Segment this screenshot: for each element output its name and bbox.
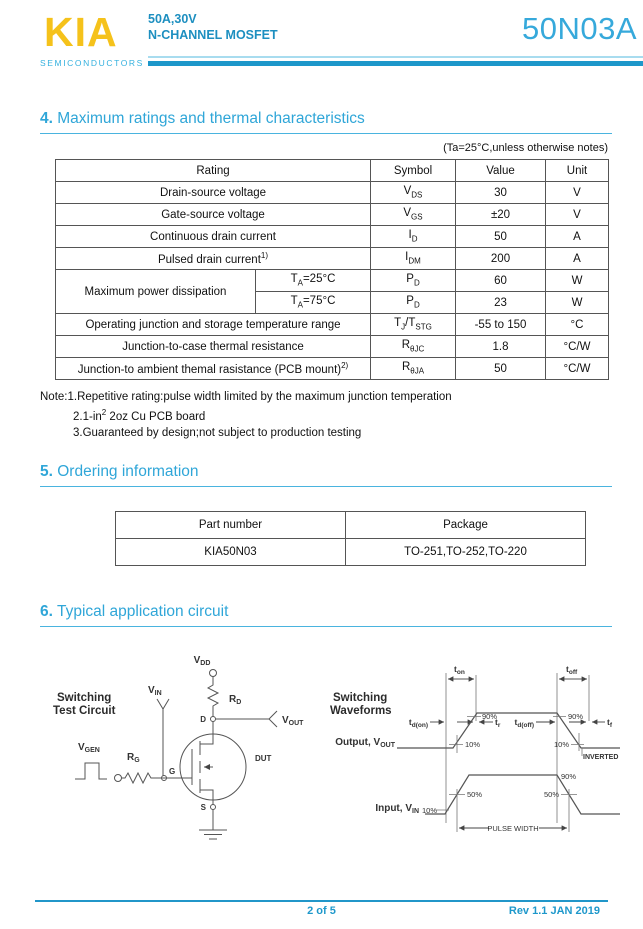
drain-node	[211, 717, 216, 722]
t-on-label: $t_{on}$	[454, 664, 465, 676]
section4-title: Maximum ratings and thermal characteristics	[57, 110, 365, 127]
waveforms-title-line2: Waveforms	[330, 705, 392, 717]
table-row: Maximum power dissipation $T_A=25^\circ C$ $P_D$ 60 W	[56, 270, 609, 292]
condition-note: (Ta=25°C,unless otherwise notes)	[443, 142, 608, 154]
table-row: Junction-to-case thermal resistance $R_{\theta JC}$ 1.8 °C/W	[56, 336, 609, 358]
table-row: $T_A=75^\circ C$ $P_D$ 23 W	[56, 292, 609, 314]
test-circuit-title-line2: Test Circuit	[53, 705, 116, 717]
table-row: Continuous drain current $I_D$ 50 A	[56, 226, 609, 248]
rg-label: $R_G$	[127, 752, 140, 764]
waveforms-title-line1: Switching	[333, 692, 388, 704]
note-line-2: $2.1-in^2$ 2oz Cu PCB board	[73, 408, 206, 423]
vgen-label: $V_{GEN}$	[78, 742, 100, 754]
col-symbol: Symbol	[371, 160, 456, 182]
note-line-1: Note:1.Repetitive rating:pulse width limited by the maximum junction temperation	[40, 391, 452, 403]
rd-resistor	[208, 677, 218, 717]
brand-logo-subtext: SEMICONDUCTORS	[40, 58, 144, 68]
header-rule-light	[148, 56, 643, 58]
input-rise-50-label: 50%	[467, 790, 483, 799]
col-unit: Unit	[546, 160, 609, 182]
col-package: Package	[346, 512, 586, 539]
col-value: Value	[456, 160, 546, 182]
input-fall-90-label: 90%	[561, 772, 577, 781]
output-rise-10-label: 10%	[465, 740, 481, 749]
table-row: Pulsed drain current$^{1)}$ $I_{DM}$ 200 A	[56, 248, 609, 270]
t-off-label: $t_{off}$	[566, 664, 578, 676]
t-f-label: $t_f$	[607, 717, 613, 729]
ratings-header-row	[56, 160, 609, 182]
source-terminal-label: S	[200, 803, 206, 812]
ordering-header-row	[116, 512, 586, 539]
gate-terminal-label: G	[169, 767, 176, 776]
table-row: Operating junction and storage temperature range $T_J/T_{STG}$ -55 to 150 °C	[56, 314, 609, 336]
device-rating-line: 50A,30V	[148, 12, 197, 26]
section5-title: Ordering information	[57, 463, 199, 480]
mosfet-symbol	[180, 733, 246, 800]
application-circuit-figure	[45, 645, 620, 885]
part-number-title: 50N03A	[521, 11, 637, 46]
input-10-label: 10%	[422, 806, 438, 815]
col-part-number: Part number	[116, 512, 346, 539]
footer-page-number: 2 of 5	[307, 905, 336, 917]
t-d-on-label: $t_{d(on)}$	[408, 717, 428, 729]
input-waveform-label: Input, $V_{IN}$	[375, 803, 419, 815]
pulse-source-icon	[75, 763, 107, 779]
output-waveform-label: Output, $V_{OUT}$	[335, 737, 395, 749]
source-node	[211, 805, 216, 810]
rd-label: $R_D$	[229, 694, 242, 706]
vout-probe	[216, 711, 278, 727]
section5-number: 5.	[40, 463, 53, 480]
note-line-3: 3.Guaranteed by design;not subject to production testing	[73, 426, 362, 439]
t-d-off-label: $t_{d(off)}$	[514, 717, 534, 729]
ground-icon	[199, 830, 227, 839]
input-terminal	[115, 775, 122, 782]
pulse-width-label: PULSE WIDTH	[487, 824, 539, 833]
output-waveform	[397, 713, 620, 748]
output-fall-10-label: 10%	[553, 740, 569, 749]
switching-test-circuit	[53, 655, 304, 839]
footer-rule	[35, 900, 608, 902]
header-rule-dark	[148, 61, 643, 66]
input-fall-50-label: 50%	[543, 790, 559, 799]
t-r-label: $t_r$	[495, 717, 501, 729]
table-row: Junction-to ambient themal rasistance (PCB mount)$^{2)}$ $R_{\theta JA}$ 50 °C/W	[56, 358, 609, 380]
table-row: Drain-source voltage $V_{DS}$ 30 V	[56, 182, 609, 204]
output-fall-90-label: 90%	[568, 712, 584, 721]
ordering-table	[115, 511, 586, 566]
vin-probe	[157, 699, 169, 776]
output-rise-90-label: 90%	[482, 712, 498, 721]
dut-label: DUT	[255, 754, 272, 763]
table-row: Gate-source voltage $V_{GS}$ ±20 V	[56, 204, 609, 226]
test-circuit-title-line1: Switching	[57, 692, 112, 704]
section6-heading	[40, 603, 612, 627]
section4-heading	[40, 110, 612, 134]
notes-block	[40, 389, 452, 441]
col-rating: Rating	[56, 160, 371, 182]
vin-label: $V_{IN}$	[148, 685, 162, 697]
ratings-table	[55, 159, 609, 380]
brand-logo: KIA	[44, 9, 118, 55]
device-type-line: N-CHANNEL MOSFET	[148, 28, 278, 42]
vout-label: $V_{OUT}$	[282, 715, 304, 727]
section5-heading	[40, 463, 612, 487]
section6-title: Typical application circuit	[56, 603, 229, 620]
section4-number: 4.	[40, 110, 53, 127]
footer-revision: Rev 1.1 JAN 2019	[508, 905, 600, 917]
section6-number: 6.	[40, 603, 53, 620]
drain-terminal-label: D	[200, 715, 206, 724]
vdd-label: $V_{DD}$	[193, 655, 211, 667]
switching-waveforms	[330, 664, 620, 833]
table-row: KIA50N03 TO-251,TO-252,TO-220	[116, 539, 586, 566]
vdd-terminal	[210, 670, 217, 677]
device-subtitle	[148, 11, 278, 43]
inverted-label: INVERTED	[583, 754, 619, 761]
